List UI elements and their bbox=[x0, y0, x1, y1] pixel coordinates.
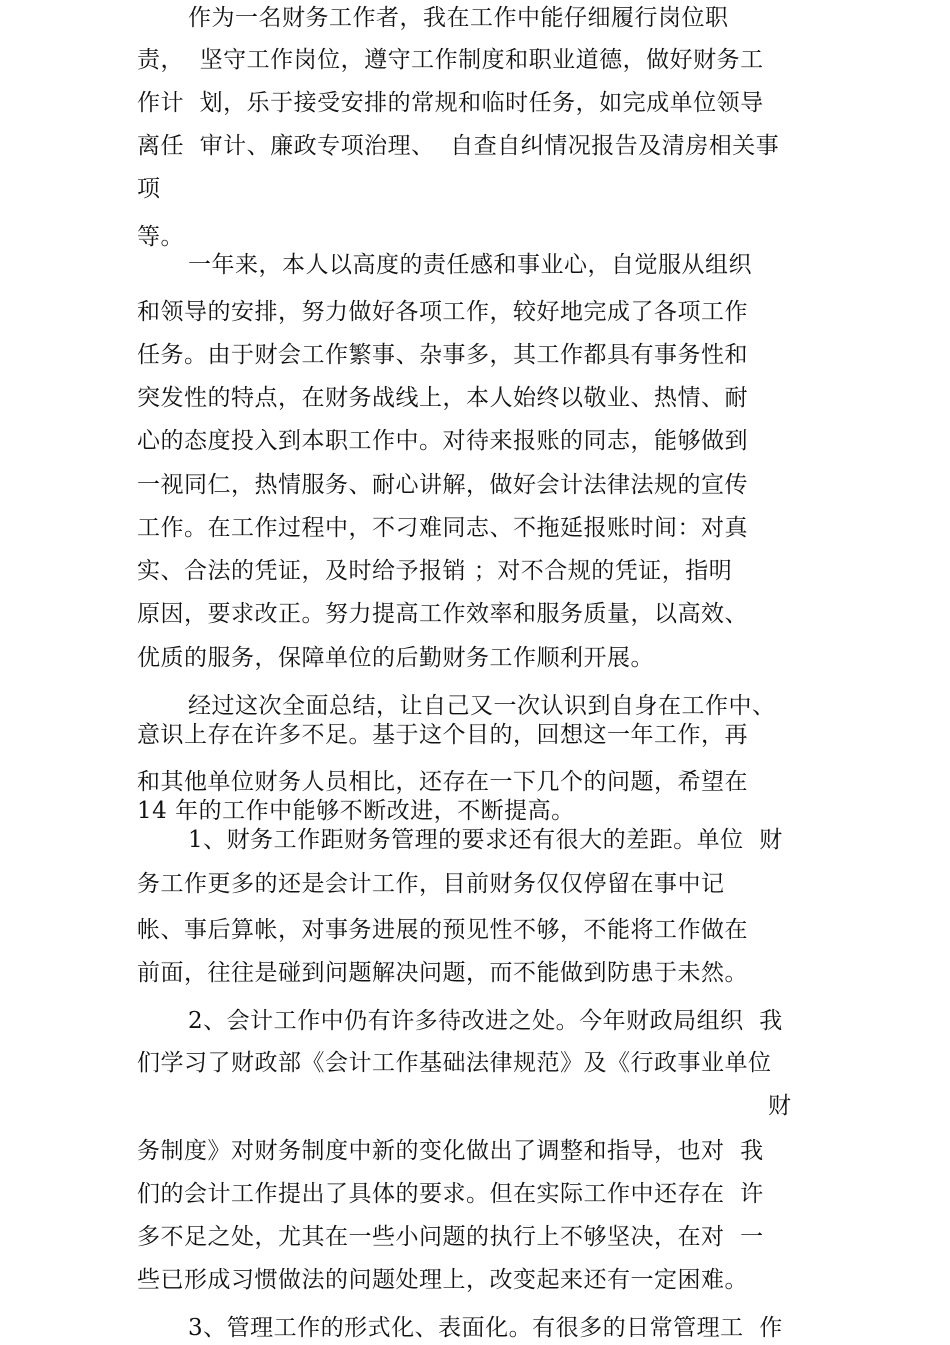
text-line: 心的态度投入到本职工作中。对待来报账的同志，能够做到 bbox=[137, 428, 748, 454]
text-line: 们的会计工作提出了具体的要求。但在实际工作中还存在 许 bbox=[137, 1181, 764, 1207]
text-line: 一视同仁，热情服务、耐心讲解，做好会计法律法规的宣传 bbox=[137, 472, 748, 498]
text-line: 2、会计工作中仍有许多待改进之处。今年财政局组织 我 bbox=[188, 1008, 783, 1034]
text-line: 突发性的特点，在财务战线上，本人始终以敬业、热情、耐 bbox=[137, 385, 748, 411]
text-line: 多不足之处，尤其在一些小问题的执行上不够坚决，在对 一 bbox=[137, 1224, 764, 1250]
text-line: 和其他单位财务人员相比，还存在一下几个的问题，希望在 bbox=[137, 769, 748, 795]
text-line: 1、财务工作距财务管理的要求还有很大的差距。单位 财 bbox=[188, 827, 783, 853]
text-line: 务工作更多的还是会计工作，目前财务仅仅停留在事中记 bbox=[137, 871, 725, 897]
text-line: 任务。由于财会工作繁事、杂事多，其工作都具有事务性和 bbox=[137, 342, 748, 368]
text-line: 经过这次全面总结，让自己又一次认识到自身在工作中、 bbox=[188, 693, 776, 719]
text-line: 项 bbox=[137, 176, 161, 202]
text-line: 作为一名财务工作者，我在工作中能仔细履行岗位职 bbox=[188, 5, 729, 31]
text-line: 3、管理工作的形式化、表面化。有很多的日常管理工 作 bbox=[188, 1315, 783, 1341]
text-line: 14 年的工作中能够不断改进，不断提高。 bbox=[137, 798, 575, 824]
text-line: 些已形成习惯做法的问题处理上，改变起来还有一定困难。 bbox=[137, 1267, 748, 1293]
text-line: 一年来，本人以高度的责任感和事业心，自觉服从组织 bbox=[188, 252, 752, 278]
text-line: 和领导的安排，努力做好各项工作，较好地完成了各项工作 bbox=[137, 299, 748, 325]
text-line: 责， 坚守工作岗位，遵守工作制度和职业道德，做好财务工 bbox=[137, 47, 764, 73]
text-line: 实、合法的凭证，及时给予报销 ；对不合规的凭证，指明 bbox=[137, 558, 733, 584]
text-line: 意识上存在许多不足。基于这个目的，回想这一年工作，再 bbox=[137, 722, 748, 748]
text-line: 优质的服务，保障单位的后勤财务工作顺利开展。 bbox=[137, 645, 654, 671]
text-line: 们学习了财政部《会计工作基础法律规范》及《行政事业单位 bbox=[137, 1050, 772, 1076]
text-line: 原因，要求改正。努力提高工作效率和服务质量，以高效、 bbox=[137, 601, 748, 627]
text-line: 财 bbox=[768, 1093, 792, 1119]
text-line: 帐、事后算帐，对事务进展的预见性不够，不能将工作做在 bbox=[137, 917, 748, 943]
text-line: 离任 审计、廉政专项治理、 自查自纠情况报告及清房相关事 bbox=[137, 133, 780, 159]
text-line: 务制度》对财务制度中新的变化做出了调整和指导，也对 我 bbox=[137, 1138, 764, 1164]
text-line: 前面，往往是碰到问题解决问题，而不能做到防患于未然。 bbox=[137, 960, 748, 986]
text-line: 工作。在工作过程中，不刁难同志、不拖延报账时间：对真 bbox=[137, 515, 748, 541]
text-line: 作计 划，乐于接受安排的常规和临时任务，如完成单位领导 bbox=[137, 90, 764, 116]
text-line: 等。 bbox=[137, 224, 184, 250]
